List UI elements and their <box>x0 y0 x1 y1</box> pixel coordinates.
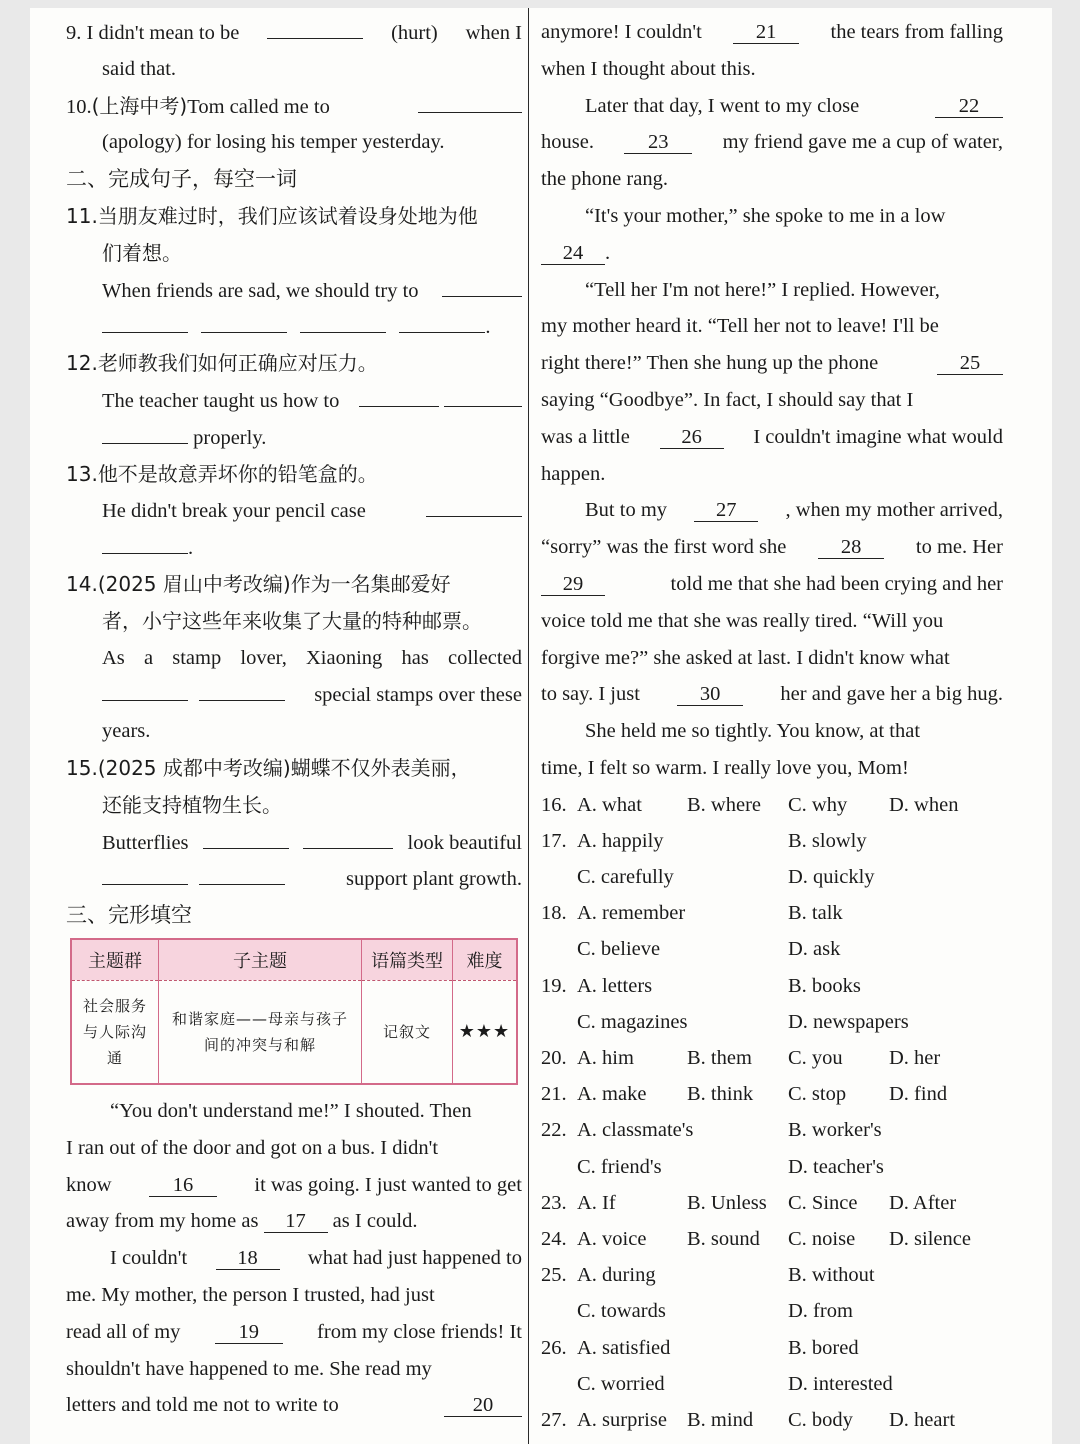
passage-line: the phone rang. <box>541 168 668 191</box>
option-c[interactable]: C. you <box>788 1047 843 1070</box>
option-row: 24. A. voice B. sound C. noise D. silence <box>541 1221 1003 1257</box>
option-row: 26. A. satisfied B. bored <box>541 1330 1003 1366</box>
answer-blank[interactable] <box>203 824 289 849</box>
table-header: 语篇类型 <box>362 939 453 981</box>
answer-blank[interactable] <box>426 492 522 517</box>
option-b[interactable]: B. talk <box>788 902 843 925</box>
answer-blank[interactable] <box>102 676 188 701</box>
option-row: 20. A. him B. them C. you D. her <box>541 1040 1003 1076</box>
option-b[interactable]: B. Unless <box>687 1191 767 1214</box>
passage-line: away from my home as 17 as I could. <box>66 1210 418 1233</box>
cloze-blank[interactable]: 25 <box>937 352 1003 375</box>
answer-blank[interactable] <box>444 382 522 407</box>
question-12: 12.老师教我们如何正确应对压力。 <box>66 351 378 376</box>
question-10: 10.(上海中考)Tom called me to <box>66 88 522 125</box>
cloze-blank[interactable]: 18 <box>216 1247 280 1270</box>
cloze-blank[interactable]: 27 <box>694 499 758 522</box>
answer-blank[interactable] <box>102 308 188 333</box>
cloze-blank[interactable]: 28 <box>818 536 884 559</box>
option-c[interactable]: C. believe <box>577 938 661 961</box>
option-c[interactable]: C. stop <box>788 1083 847 1106</box>
passage-line: I ran out of the door and got on a bus. I didn't <box>66 1136 439 1159</box>
option-d[interactable]: D. find <box>889 1083 948 1106</box>
option-b[interactable]: B. mind <box>687 1408 754 1431</box>
passage-line: shouldn't have happened to me. She read my <box>66 1357 432 1380</box>
option-a[interactable]: A. If <box>577 1191 616 1214</box>
option-a[interactable]: A. remember <box>577 902 686 925</box>
answer-blank[interactable] <box>102 529 188 554</box>
question-15: 15.(2025 成都中考改编)蝴蝶不仅外表美丽， <box>66 755 471 780</box>
answer-blank[interactable] <box>442 272 522 297</box>
option-row: 19. A. letters B. books <box>541 968 1003 1004</box>
option-c[interactable]: C. towards <box>577 1300 666 1323</box>
question-14: 14.(2025 眉山中考改编)作为一名集邮爱好 <box>66 571 451 596</box>
option-row: 21. A. make B. think C. stop D. find <box>541 1076 1003 1112</box>
option-b[interactable]: B. where <box>687 793 762 816</box>
answer-blank[interactable] <box>399 308 485 333</box>
option-d[interactable]: D. ask <box>788 938 841 961</box>
option-row: 22. A. classmate's B. worker's <box>541 1112 1003 1148</box>
section-heading: 二、完成句子，每空一词 <box>66 167 297 192</box>
option-b[interactable]: B. without <box>788 1264 875 1287</box>
option-row: 16. A. what B. where C. why D. when <box>541 787 1003 823</box>
cloze-blank[interactable]: 24 <box>541 242 605 265</box>
question-11: 11.当朋友难过时，我们应该试着设身处地为他 <box>66 203 478 228</box>
passage-line: anymore! I couldn't 21 the tears from falling <box>541 21 1003 43</box>
passage-line: house. 23 my friend gave me a cup of water, <box>541 131 1003 154</box>
option-a[interactable]: A. him <box>577 1047 634 1070</box>
passage-info-table <box>70 938 518 1085</box>
answer-blank[interactable] <box>102 860 188 885</box>
option-d[interactable]: D. silence <box>889 1227 971 1250</box>
option-c[interactable]: C. why <box>788 793 848 816</box>
cloze-blank[interactable]: 20 <box>444 1394 522 1417</box>
passage-line: voice told me that she was really tired. “Will you <box>541 609 944 632</box>
option-d[interactable]: D. her <box>889 1047 941 1070</box>
passage-line: Later that day, I went to my close 22 <box>541 88 1003 125</box>
table-cell: 社会服务与人际沟通 <box>71 980 159 1084</box>
passage-line: was a little 26 I couldn't imagine what would <box>541 425 1003 448</box>
option-a[interactable]: A. during <box>577 1264 656 1287</box>
passage-line: I couldn't 18 what had just happened to <box>110 1247 522 1270</box>
option-row <box>541 931 1003 967</box>
option-row <box>541 1366 1003 1402</box>
passage-line: “sorry” was the first word she 28 to me. Her <box>541 536 1003 559</box>
option-a[interactable]: A. satisfied <box>577 1336 671 1359</box>
option-a[interactable]: A. what <box>577 793 642 816</box>
option-d[interactable]: D. interested <box>788 1372 893 1395</box>
passage-line: saying “Goodbye”. In fact, I should say that I <box>541 388 914 411</box>
option-row: 17. A. happily B. slowly <box>541 823 1003 859</box>
option-b[interactable]: B. slowly <box>788 829 867 852</box>
option-a[interactable]: A. letters <box>577 974 653 997</box>
option-c[interactable]: C. body <box>788 1408 853 1431</box>
table-header: 主题群 <box>71 939 159 981</box>
option-b[interactable]: B. think <box>687 1083 754 1106</box>
cloze-blank[interactable]: 23 <box>624 131 692 154</box>
passage-line: She held me so tightly. You know, at that <box>585 720 921 743</box>
passage-line: when I thought about this. <box>541 57 756 80</box>
option-b[interactable]: B. sound <box>687 1227 760 1250</box>
passage-line: 29 told me that she had been crying and her <box>541 566 1003 603</box>
cloze-blank[interactable]: 22 <box>935 95 1003 118</box>
option-a[interactable]: A. happily <box>577 829 664 852</box>
cloze-blank[interactable]: 30 <box>677 683 743 706</box>
passage-line: know 16 it was going. I just wanted to get <box>66 1173 522 1196</box>
answer-blank[interactable] <box>359 382 439 407</box>
passage-line: right there!” Then she hung up the phone 25 <box>541 345 1003 382</box>
answer-blank[interactable] <box>201 308 287 333</box>
left-column: 9. I didn't mean to be (hurt) when I said that. 10.(上海中考)Tom called me to (apology) for losing his temper yesterday. 二、完成句子，每空一词 11.当朋友难过时，我们应该试着设身处地为他 们着想。 When friends are sad, we should try to . 12.老师教我们如何正确应对压力。 The teacher taught us how to properly. 13.他不是故意弄坏你的铅笔盒的。 He didn't break your pencil case . 14.(2025 眉山中考改编)作为一名集邮爱好 者，小宁这些年来收集了大量的特种邮票。 As a stamp lover, Xiaoning has collected special stamps over these years. 15.(2025 成都中考改编)蝴蝶不仅外表美丽， 还能支持植物生长。 Butterflies look beautiful support plant growth. 三、完形填空 主题群 子主题 语篇类型 难度 社会服务与人际沟通 和谐家庭——母亲与孩子间的冲突与和解 记叙文 ★★★ “You don't understand me!” I shouted. Then I ran out of the door and got on a bus. I didn't know 16 it was going. I just wanted to get away from my home as 17 as I could. I couldn't 18 what had just happened to me. My mother, the person I trusted, had just read all of my 19 from my close friends! It shouldn't have happened to me. She read my letters and told me not to write to 20 <box>66 14 522 1424</box>
option-a[interactable]: A. make <box>577 1083 647 1106</box>
section-heading: 三、完形填空 <box>66 903 192 928</box>
passage-line: “Tell her I'm not here!” I replied. However, <box>585 278 940 301</box>
option-row: 23. A. If B. Unless C. Since D. After <box>541 1185 1003 1221</box>
cloze-blank[interactable]: 17 <box>264 1210 328 1233</box>
option-row: 25. A. during B. without <box>541 1257 1003 1293</box>
cloze-blank[interactable]: 16 <box>149 1174 217 1197</box>
option-b[interactable]: B. bored <box>788 1336 859 1359</box>
right-column <box>541 14 1003 1438</box>
question-13: 13.他不是故意弄坏你的铅笔盒的。 <box>66 461 378 486</box>
passage-line: forgive me?” she asked at last. I didn't know what <box>541 646 950 669</box>
option-d[interactable]: D. from <box>788 1300 853 1323</box>
cloze-blank[interactable]: 29 <box>541 573 605 596</box>
passage-line: 24 . <box>541 235 1003 272</box>
passage-line: read all of my 19 from my close friends! It <box>66 1320 522 1343</box>
option-d[interactable]: D. teacher's <box>788 1155 884 1178</box>
cloze-blank[interactable]: 21 <box>733 21 799 44</box>
question-9: 9. I didn't mean to be (hurt) when I <box>66 14 522 51</box>
passage-line: But to my 27 , when my mother arrived, <box>585 499 1003 522</box>
option-c[interactable]: C. noise <box>788 1227 856 1250</box>
option-row <box>541 1293 1003 1329</box>
option-d[interactable]: D. quickly <box>788 866 875 889</box>
passage-line: happen. <box>541 462 606 485</box>
cloze-blank[interactable]: 26 <box>660 426 724 449</box>
answer-blank[interactable] <box>199 676 285 701</box>
answer-blank[interactable] <box>303 824 393 849</box>
table-cell: 和谐家庭——母亲与孩子间的冲突与和解 <box>159 980 362 1084</box>
passage-line: me. My mother, the person I trusted, had just <box>66 1283 435 1306</box>
option-d[interactable]: D. when <box>889 793 959 816</box>
option-row <box>541 859 1003 895</box>
passage-line: “It's your mother,” she spoke to me in a low <box>585 204 946 227</box>
option-c[interactable]: C. Since <box>788 1191 858 1214</box>
answer-blank[interactable] <box>300 308 386 333</box>
option-row <box>541 1149 1003 1185</box>
table-header: 子主题 <box>159 939 362 981</box>
passage-line: my mother heard it. “Tell her not to leave! I'll be <box>541 315 939 338</box>
passage-line: to say. I just 30 her and gave her a big hug. <box>541 683 1003 706</box>
passage-line: time, I felt so warm. I really love you, Mom! <box>541 756 909 779</box>
option-d[interactable]: D. After <box>889 1191 957 1214</box>
option-row <box>541 1004 1003 1040</box>
option-b[interactable]: B. books <box>788 974 861 997</box>
cloze-blank[interactable]: 19 <box>215 1321 283 1344</box>
option-row: 18. A. remember B. talk <box>541 895 1003 931</box>
table-cell: 记叙文 <box>362 980 453 1084</box>
option-row: 27. A. surprise B. mind C. body D. heart <box>541 1402 1003 1438</box>
option-b[interactable]: B. them <box>687 1047 752 1070</box>
answer-blank[interactable] <box>267 14 363 39</box>
option-c[interactable]: C. friend's <box>577 1155 662 1178</box>
passage-line: letters and told me not to write to 20 <box>66 1387 522 1424</box>
passage-line: “You don't understand me!” I shouted. Then <box>110 1099 472 1122</box>
answer-blank[interactable] <box>418 88 522 113</box>
answer-blank[interactable] <box>199 860 285 885</box>
option-a[interactable]: A. voice <box>577 1227 647 1250</box>
option-c[interactable]: C. carefully <box>577 866 674 889</box>
option-d[interactable]: D. newspapers <box>788 1010 909 1033</box>
option-b[interactable]: B. worker's <box>788 1119 882 1142</box>
option-c[interactable]: C. magazines <box>577 1010 688 1033</box>
option-d[interactable]: D. heart <box>889 1408 956 1431</box>
table-header: 难度 <box>453 939 518 981</box>
option-a[interactable]: A. surprise <box>577 1408 667 1431</box>
option-a[interactable]: A. classmate's <box>577 1119 694 1142</box>
option-c[interactable]: C. worried <box>577 1372 665 1395</box>
column-divider <box>528 8 529 1444</box>
answer-blank[interactable] <box>102 419 188 444</box>
difficulty-stars: ★★★ <box>458 1020 511 1042</box>
